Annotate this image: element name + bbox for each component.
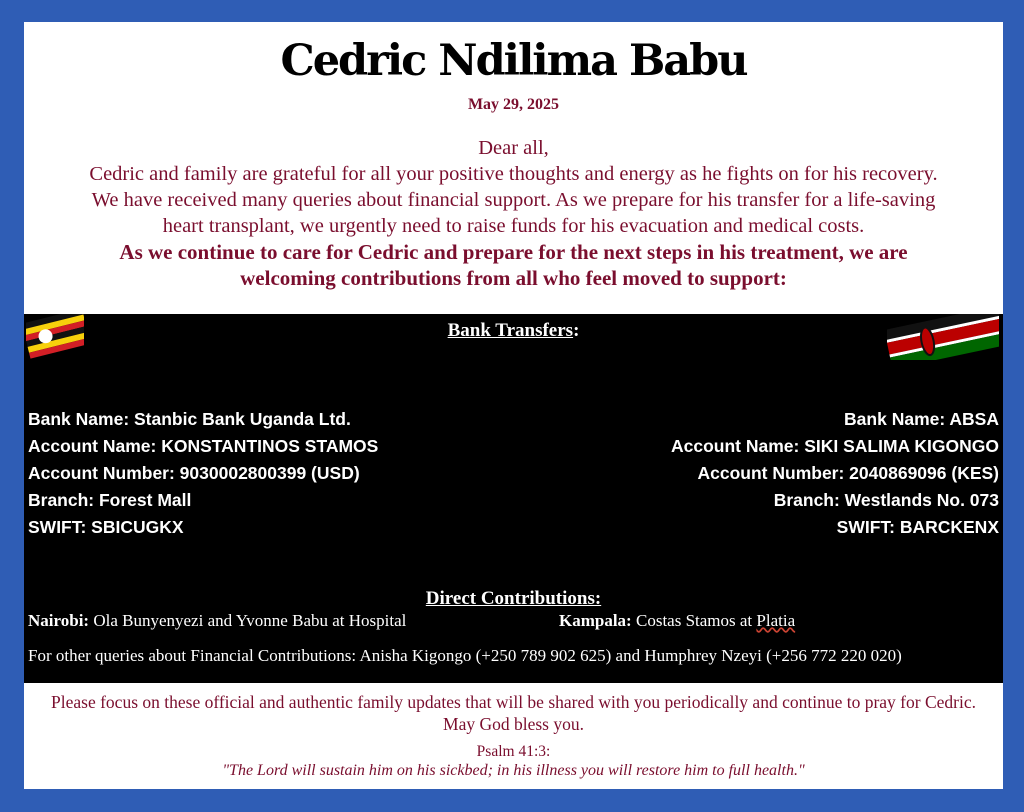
psalm-quote <box>24 742 1003 780</box>
swift-code: SWIFT: SBICUGKX <box>28 517 184 537</box>
greeting: Dear all, <box>478 137 549 159</box>
branch: Branch: Westlands No. 073 <box>773 490 999 510</box>
queries-contacts: For other queries about Financial Contributions: Anisha Kigongo (+250 789 902 625) and Humphrey Nzeyi (+256 772 220 020) <box>28 646 902 665</box>
page-title: Cedric Ndilima Babu <box>280 36 747 86</box>
bank-transfers-heading: Bank Transfers: <box>447 320 580 341</box>
stanbic-account-details <box>28 406 378 541</box>
letter-bold-line-1: As we continue to care for Cedric and prepare for the next steps in his treatment, we are <box>119 240 908 264</box>
account-name: Account Name: SIKI SALIMA KIGONGO <box>671 436 999 456</box>
bank-name: Bank Name: ABSA <box>844 409 999 429</box>
psalm-verse: "The Lord will sustain him on his sickbed; in his illness you will restore him to full health." <box>222 762 805 779</box>
closing-line-2: May God bless you. <box>443 714 584 734</box>
kampala-contact: Kampala: Costas Stamos at Platia <box>559 611 796 630</box>
notice-page <box>24 22 1003 789</box>
nairobi-contact: Nairobi: Ola Bunyenyezi and Yvonne Babu at Hospital <box>28 611 407 630</box>
bank-panel <box>24 314 1003 683</box>
psalm-reference: Psalm 41:3: <box>476 743 551 760</box>
letter-body <box>24 135 1003 291</box>
closing-line-1: Please focus on these official and authentic family updates that will be shared with you periodically and continue to pray for Cedric. <box>51 692 976 712</box>
branch: Branch: Forest Mall <box>28 490 192 510</box>
account-name: Account Name: KONSTANTINOS STAMOS <box>28 436 379 456</box>
swift-code: SWIFT: BARCKENX <box>836 517 999 537</box>
account-number: Account Number: 2040869096 (KES) <box>697 463 999 483</box>
letter-line-2: We have received many queries about financial support. As we prepare for his transfer for a life-saving <box>91 189 936 211</box>
date: May 29, 2025 <box>467 96 560 113</box>
letter-line-3: heart transplant, we urgently need to raise funds for his evacuation and medical costs. <box>162 215 865 237</box>
letter-line-1: Cedric and family are grateful for all your positive thoughts and energy as he fights on for his recovery. <box>89 163 938 185</box>
letter-bold-line-2: welcoming contributions from all who feel moved to support: <box>240 266 787 290</box>
closing-message <box>24 691 1003 735</box>
absa-account-details <box>671 406 999 541</box>
bank-name: Bank Name: Stanbic Bank Uganda Ltd. <box>28 409 351 429</box>
direct-contributions-heading: Direct Contributions: <box>425 588 602 609</box>
account-number: Account Number: 9030002800399 (USD) <box>28 463 360 483</box>
